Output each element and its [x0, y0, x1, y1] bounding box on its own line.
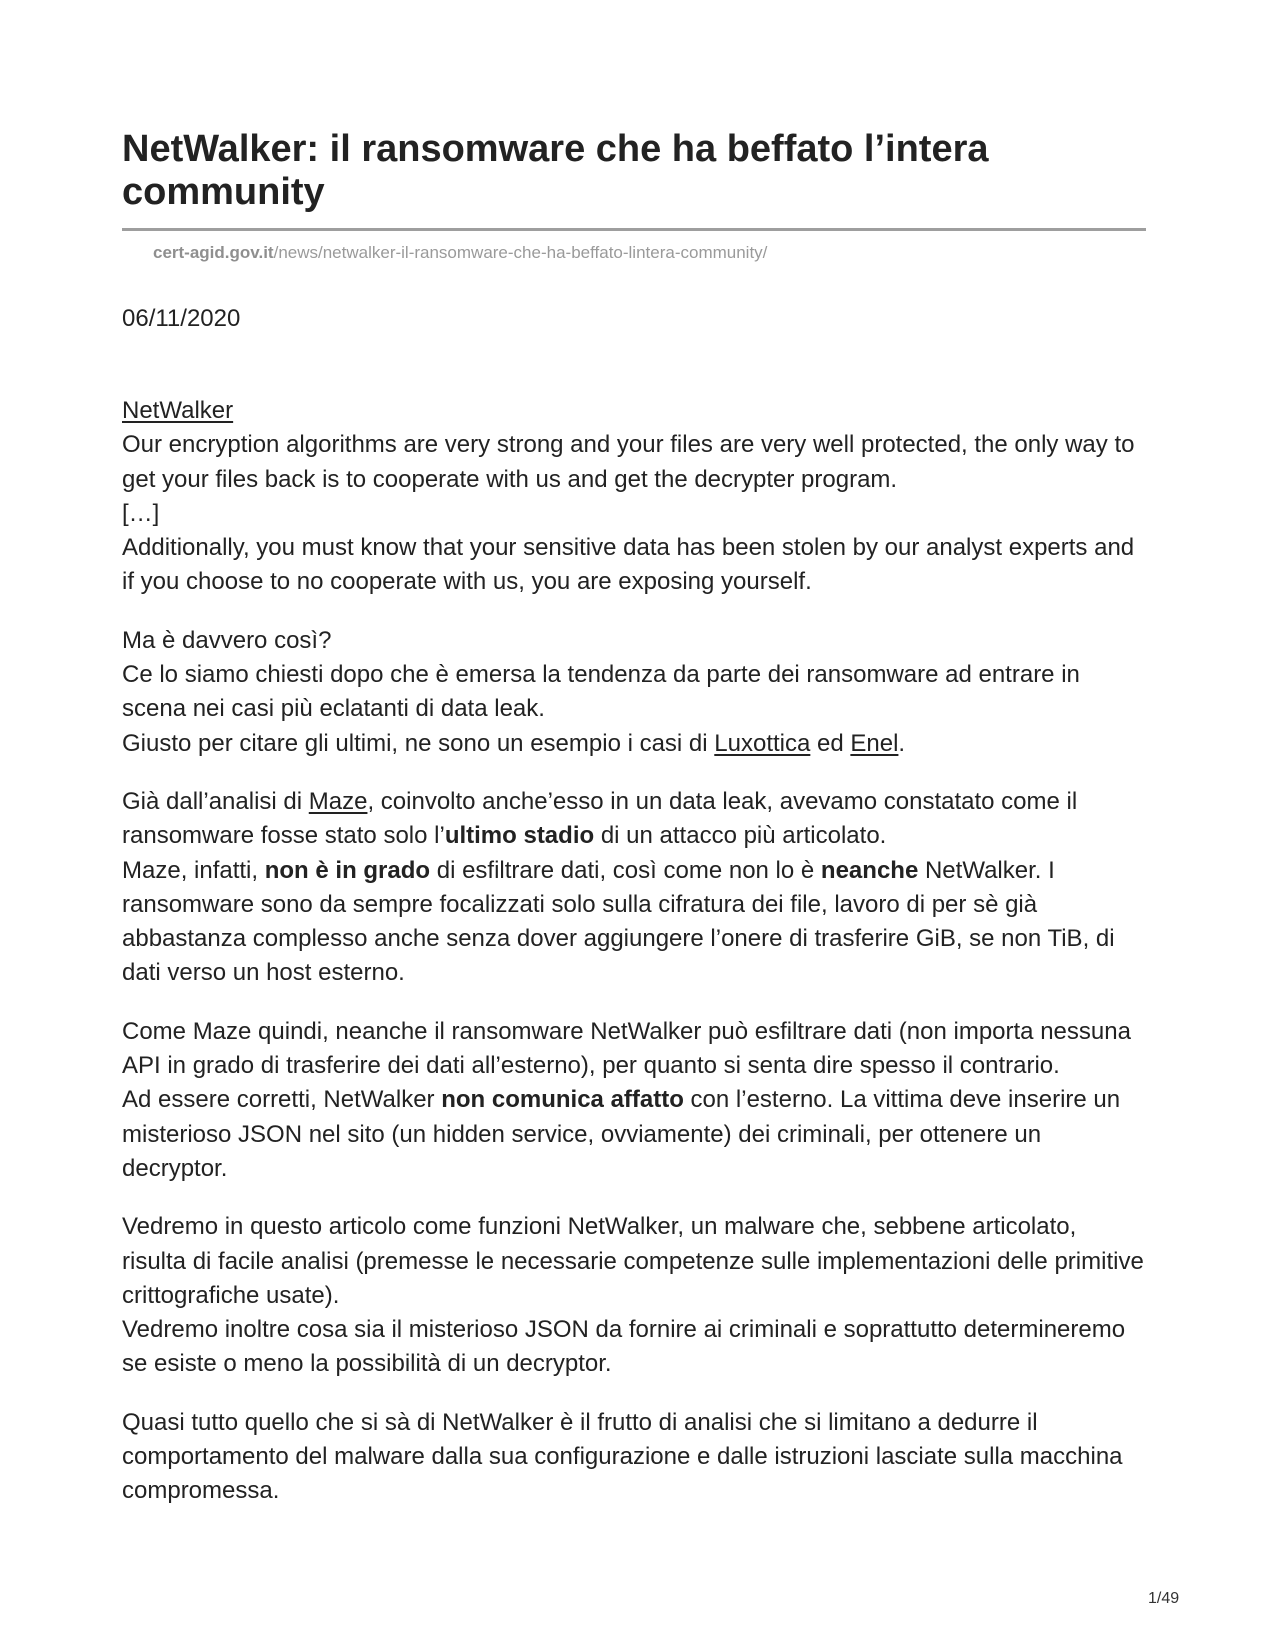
- paragraph-5: [122, 1406, 1146, 1509]
- paragraph-4: [122, 1210, 1146, 1381]
- source-path[interactable]: /news/netwalker-il-ransomware-che-ha-beffato-lintera-community/: [273, 243, 768, 262]
- source-domain[interactable]: cert-agid.gov.it: [153, 243, 274, 262]
- paragraph-2-text-5: di esfiltrare dati, così come non lo è: [430, 856, 821, 884]
- paragraph-2-text-6: NetWalker. I ransomware sono da sempre focalizzati solo sulla cifratura dei file, lavoro di per sè già abbastanza complesso anche senza dover aggiungere l’onere di trasferire GiB, se non TiB, di dati verso un host esterno.: [122, 856, 1115, 987]
- ransom-note-quote: [122, 394, 1146, 600]
- paragraph-1-period: .: [898, 729, 906, 757]
- paragraph-4-text-2: Vedremo inoltre cosa sia il misterioso JSON da fornire ai criminali e soprattutto determineremo se esiste o meno la possibilità di un decryptor.: [122, 1316, 1126, 1378]
- paragraph-3-text-1: Come Maze quindi, neanche il ransomware NetWalker può esfiltrare dati (non importa nessuna API in grado di trasferire dei dati all’esterno), per quanto si senta dire spesso il contrario.: [122, 1017, 1131, 1080]
- paragraph-3-text-3: con l’esterno. La vittima deve inserire un misterioso JSON nel sito (un hidden service, ovviamente) dei criminali, per ottenere un decryptor.: [122, 1086, 1121, 1182]
- bold-non-comunica-affatto: non comunica affatto: [441, 1086, 684, 1114]
- bold-ultimo-stadio: ultimo stadio: [444, 822, 595, 850]
- maze-link[interactable]: Maze: [308, 787, 368, 815]
- paragraph-5-text-1: Quasi tutto quello che si sà di NetWalker è il frutto di analisi che si limitano a dedurre il comportamento del malware dalla sua configurazione e dalle istruzioni lasciate sulla macchina compromessa.: [122, 1408, 1123, 1505]
- paragraph-2-text-1: Già dall’analisi di: [122, 787, 309, 815]
- source-url[interactable]: [153, 242, 1146, 264]
- bold-non-e-in-grado: non è in grado: [264, 856, 431, 884]
- paragraph-1-line-2: Ce lo siamo chiesti dopo che è emersa la tendenza da parte dei ransomware ad entrare in scena nei casi più eclatanti di data leak.: [122, 661, 1080, 723]
- publication-date: 06/11/2020: [122, 305, 241, 332]
- paragraph-2-text-2: , coinvolto anche’esso in un data leak, avevamo constatato come il ransomware fosse stato solo l’: [122, 787, 1078, 850]
- paragraph-1-line-3: Giusto per citare gli ultimi, ne sono un esempio i casi di: [122, 729, 715, 757]
- page-number: 1/49: [1148, 1590, 1180, 1607]
- quote-line-2: Additionally, you must know that your sensitive data has been stolen by our analyst experts and if you choose to no cooperate with us, you are exposing yourself.: [122, 534, 1135, 596]
- paragraph-3-text-2: Ad essere corretti, NetWalker: [122, 1086, 442, 1114]
- quote-line-1: Our encryption algorithms are very strong and your files are very well protected, the only way to get your files back is to cooperate with us and get the decrypter program.: [122, 431, 1135, 493]
- enel-link[interactable]: Enel: [850, 729, 899, 757]
- bold-neanche: neanche: [820, 856, 919, 884]
- document-page: [122, 120, 1146, 1533]
- paragraph-4-text-1: Vedremo in questo articolo come funzioni NetWalker, un malware che, sebbene articolato, risulta di facile analisi (premesse le necessarie competenze sulle implementazioni delle primitive crittografiche usate).: [122, 1213, 1144, 1309]
- paragraph-2-text-4: Maze, infatti,: [122, 856, 265, 884]
- paragraph-2: [122, 785, 1146, 991]
- paragraph-1: [122, 624, 1146, 761]
- luxottica-link[interactable]: Luxottica: [714, 729, 811, 757]
- quote-ellipsis: […]: [122, 499, 160, 527]
- paragraph-1-conjunction: ed: [810, 729, 851, 757]
- paragraph-1-line-1: Ma è davvero così?: [122, 626, 332, 654]
- article-title: NetWalker: il ransomware che ha beffato l’intera community: [122, 128, 989, 213]
- netwalker-link[interactable]: NetWalker: [122, 397, 234, 424]
- paragraph-3: [122, 1015, 1146, 1186]
- paragraph-2-text-3: di un attacco più articolato.: [594, 822, 887, 850]
- title-divider: [122, 228, 1146, 231]
- article-body: [122, 394, 1146, 1509]
